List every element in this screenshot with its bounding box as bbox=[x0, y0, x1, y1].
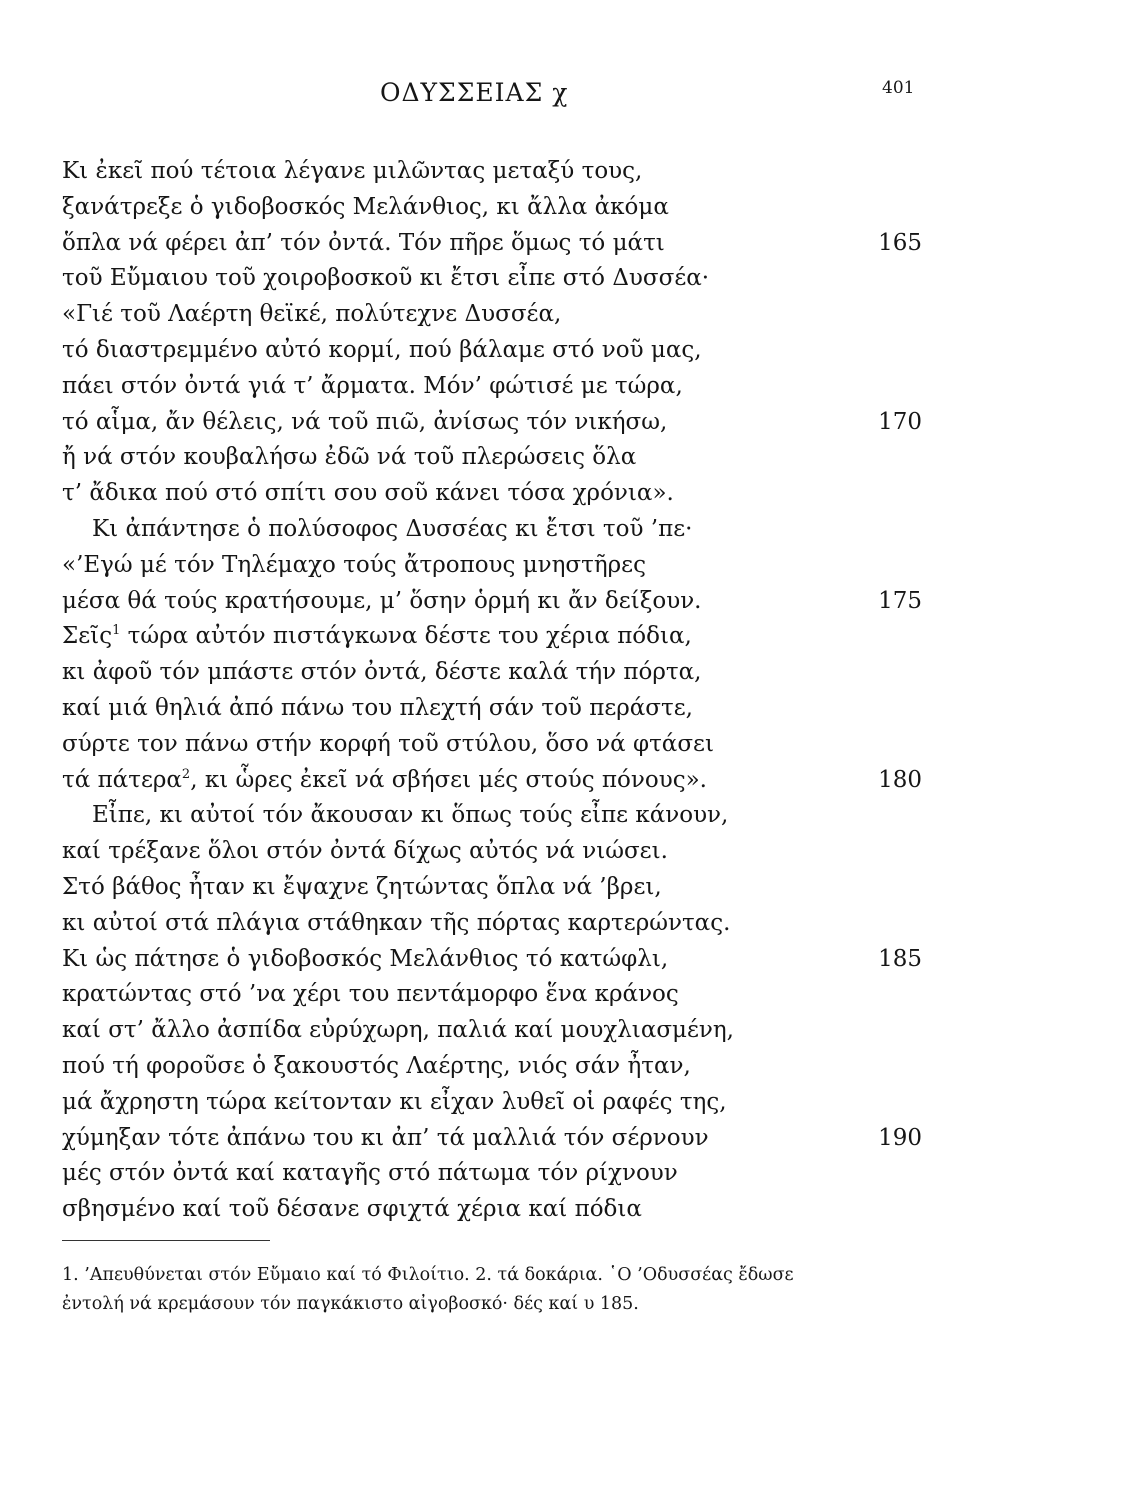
footnote-line: ἐντολή νά κρεμάσουν τόν παγκάκιστο αἰγοβοσκό· δές καί υ 185. bbox=[62, 1294, 639, 1314]
verse-line: κι ἀφοῦ τόν μπάστε στόν ὀντά, δέστε καλά τήν πόρτα, bbox=[62, 659, 702, 686]
verse-line: Κι ἐκεῖ πού τέτοια λέγανε μιλῶντας μεταξύ τους, bbox=[62, 158, 643, 184]
verse-line: Εἶπε, κι αὐτοί τόν ἄκουσαν κι ὅπως τούς εἶπε κάνουν, bbox=[92, 802, 729, 829]
verse-line: τά πάτερα$^2$, κι ὧρες ἐκεῖ νά σβήσει μές στούς πόνους». 180 bbox=[62, 763, 922, 799]
verse-line: τό διαστρεμμένο αὐτό κορμί, πού βάλαμε στό νοῦ μας, bbox=[62, 336, 702, 363]
verse-line: σύρτε τον πάνω στήν κορφή τοῦ στύλου, ὅσο νά φτάσει bbox=[62, 730, 714, 757]
line-number: 185 bbox=[878, 945, 922, 972]
verse-line: πού τή φοροῦσε ὁ ξακουστός Λαέρτης, νιός σάν ἦταν, bbox=[62, 1052, 691, 1079]
running-head-title: ΟΔΥΣΣΕΙΑΣ χ bbox=[380, 78, 569, 107]
footnote-line: 1. ’Απευθύνεται στόν Εὔμαιο καί τό Φιλοίτιο. 2. τά δοκάρια. ῾Ο ’Οδυσσέας ἔδωσε bbox=[62, 1265, 794, 1285]
verse-line: Κι ἀπάντησε ὁ πολύσοφος Δυσσέας κι ἔτσι τοῦ ’πε· bbox=[92, 515, 693, 542]
line-number: 180 bbox=[878, 766, 922, 793]
verse-line: καί στ’ ἄλλο ἀσπίδα εὐρύχωρη, παλιά καί μουχλιασμένη, bbox=[62, 1017, 734, 1044]
verse-line: μέσα θά τούς κρατήσουμε, μ’ ὅσην ὁρμή κι ἄν δείξουν. 175 bbox=[62, 584, 922, 620]
verse-line: ὅπλα νά φέρει ἀπ’ τόν ὀντά. Τόν πῆρε ὅμως τό μάτι 165 bbox=[62, 226, 922, 262]
verse-line: ἤ νά στόν κουβαλήσω ἐδῶ νά τοῦ πλερώσεις ὅλα bbox=[62, 444, 637, 471]
verse-line: «’Εγώ μέ τόν Τηλέμαχο τούς ἄτροπους μνηστῆρες bbox=[62, 551, 646, 578]
verse-line: τ’ ἄδικα πού στό σπίτι σου σοῦ κάνει τόσα χρόνια». bbox=[62, 480, 674, 507]
verse-line: κρατώντας στό ’να χέρι του πεντάμορφο ἕνα κράνος bbox=[62, 981, 679, 1008]
line-number: 170 bbox=[878, 408, 922, 435]
line-number: 190 bbox=[878, 1124, 922, 1151]
verse-line: «Γιέ τοῦ Λαέρτη θεϊκέ, πολύτεχνε Δυσσέα, bbox=[62, 301, 562, 328]
verse-line: χύμηξαν τότε ἀπάνω του κι ἀπ’ τά μαλλιά τόν σέρνουν 190 bbox=[62, 1121, 922, 1157]
verse-line: τοῦ Εὔμαιου τοῦ χοιροβοσκοῦ κι ἔτσι εἶπε στό Δυσσέα· bbox=[62, 265, 710, 292]
verse-line: σβησμένο καί τοῦ δέσανε σφιχτά χέρια καί πόδια bbox=[62, 1196, 642, 1223]
verse-line: ξανάτρεξε ὁ γιδοβοσκός Μελάνθιος, κι ἄλλα ἀκόμα bbox=[62, 193, 669, 220]
footnote-divider bbox=[62, 1240, 270, 1241]
verse-line: μές στόν ὀντά καί καταγῆς στό πάτωμα τόν ρίχνουν bbox=[62, 1160, 678, 1187]
verse-line: τό αἷμα, ἄν θέλεις, νά τοῦ πιῶ, ἀνίσως τόν νικήσω, 170 bbox=[62, 405, 922, 441]
verse-block bbox=[62, 154, 922, 1228]
verse-line: Σεῖς$^1$ τώρα αὐτόν πιστάγκωνα δέστε του χέρια πόδια, bbox=[62, 623, 692, 650]
footnote-marker: 1 bbox=[112, 623, 121, 639]
verse-line: καί τρέξανε ὅλοι στόν ὀντά δίχως αὐτός νά νιώσει. bbox=[62, 838, 668, 865]
line-number: 165 bbox=[878, 229, 922, 256]
verse-line: μά ἄχρηστη τώρα κείτονταν κι εἶχαν λυθεῖ οἱ ραφές της, bbox=[62, 1088, 727, 1115]
verse-line: καί μιά θηλιά ἀπό πάνω του πλεχτή σάν τοῦ περάστε, bbox=[62, 694, 693, 721]
verse-line: Κι ὡς πάτησε ὁ γιδοβοσκός Μελάνθιος τό κατώφλι, 185 bbox=[62, 942, 922, 978]
footnotes bbox=[62, 1261, 942, 1319]
footnote-marker: 2 bbox=[181, 766, 191, 782]
verse-line: κι αὐτοί στά πλάγια στάθηκαν τῆς πόρτας καρτερώντας. bbox=[62, 909, 731, 936]
verse-line: πάει στόν ὀντά γιά τ’ ἄρματα. Μόν’ φώτισέ με τώρα, bbox=[62, 372, 683, 399]
line-number: 175 bbox=[878, 587, 922, 614]
page-number: 401 bbox=[882, 78, 915, 98]
verse-line: Στό βάθος ἦταν κι ἔψαχνε ζητώντας ὅπλα νά ’βρει, bbox=[62, 873, 662, 900]
